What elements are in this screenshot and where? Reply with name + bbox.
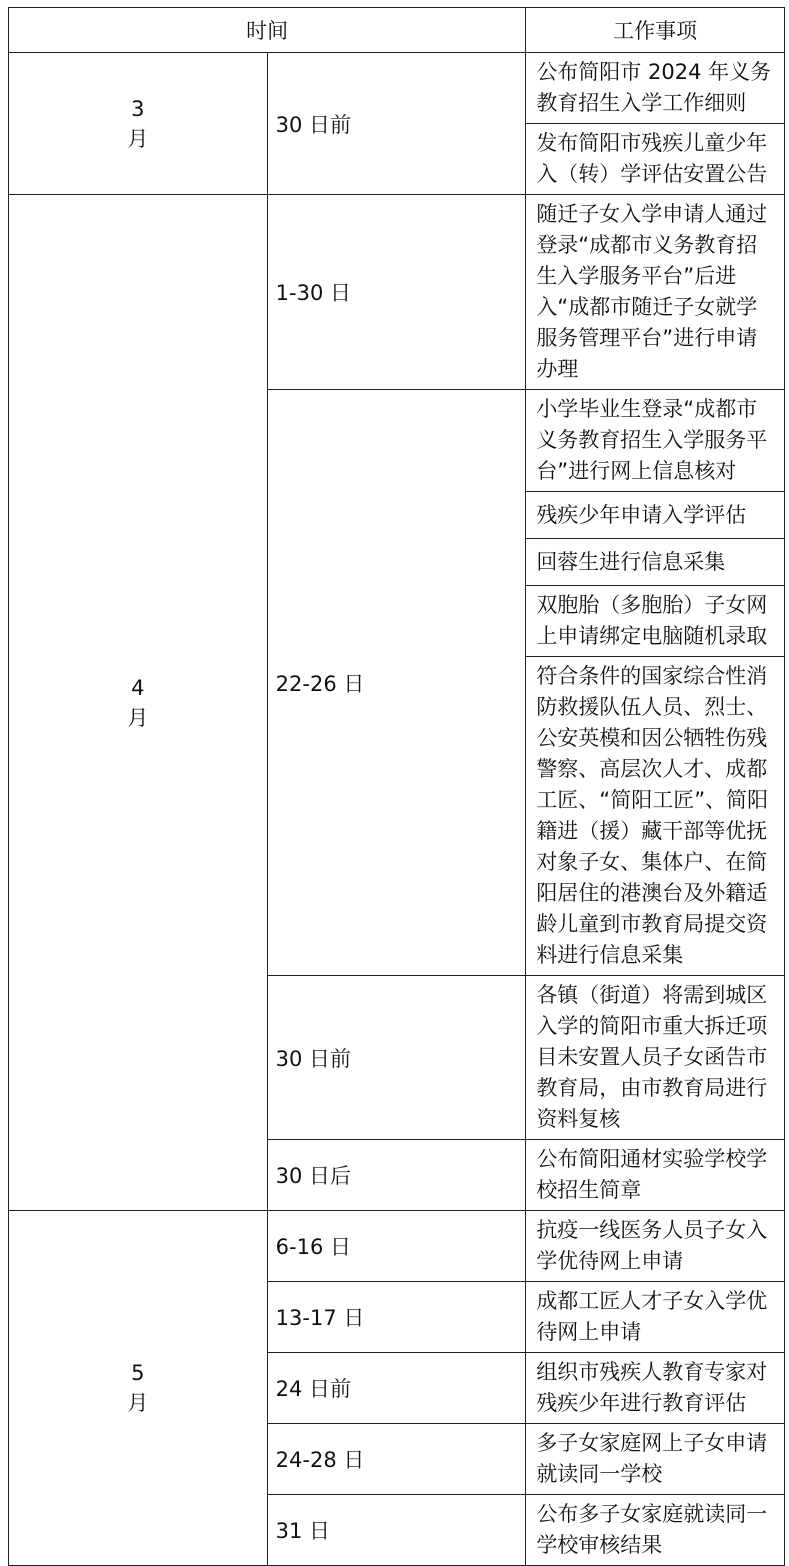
schedule-table bbox=[8, 7, 785, 1566]
task-cell: 组织市残疾人教育专家对残疾少年进行教育评估 bbox=[526, 1353, 785, 1424]
table-row bbox=[9, 195, 785, 390]
month-cell-may bbox=[9, 1211, 268, 1566]
task-cell: 公布简阳通材实验学校学校招生简章 bbox=[526, 1140, 785, 1211]
month-label: 3月 bbox=[127, 96, 149, 151]
task-cell: 抗疫一线医务人员子女入学优待网上申请 bbox=[526, 1211, 785, 1282]
month-cell-april bbox=[9, 195, 268, 1211]
day-cell: 22-26 日 bbox=[267, 390, 526, 976]
day-cell: 6-16 日 bbox=[267, 1211, 526, 1282]
day-cell: 24 日前 bbox=[267, 1353, 526, 1424]
day-cell: 30 日后 bbox=[267, 1140, 526, 1211]
task-cell: 公布简阳市 2024 年义务教育招生入学工作细则 bbox=[526, 53, 785, 124]
day-cell: 24-28 日 bbox=[267, 1424, 526, 1495]
table-row bbox=[9, 1211, 785, 1282]
day-cell: 30 日前 bbox=[267, 976, 526, 1140]
month-label: 4月 bbox=[127, 675, 149, 730]
table-row bbox=[9, 53, 785, 124]
task-cell: 成都工匠人才子女入学优待网上申请 bbox=[526, 1282, 785, 1353]
task-cell: 各镇（街道）将需到城区入学的简阳市重大拆迁项目未安置人员子女函告市教育局，由市教育局进行资料复核 bbox=[526, 976, 785, 1140]
month-label: 5月 bbox=[127, 1361, 149, 1415]
task-cell: 回蓉生进行信息采集 bbox=[526, 539, 785, 586]
task-cell: 双胞胎（多胞胎）子女网上申请绑定电脑随机录取 bbox=[526, 586, 785, 657]
task-cell: 随迁子女入学申请人通过登录“成都市义务教育招生入学服务平台”后进入“成都市随迁子女就学服务管理平台”进行申请办理 bbox=[526, 195, 785, 390]
task-cell: 公布多子女家庭就读同一学校审核结果 bbox=[526, 1495, 785, 1566]
header-row bbox=[9, 8, 785, 53]
task-cell: 发布简阳市残疾儿童少年入（转）学评估安置公告 bbox=[526, 124, 785, 195]
month-cell-march bbox=[9, 53, 268, 195]
day-cell: 30 日前 bbox=[267, 53, 526, 195]
day-cell: 31 日 bbox=[267, 1495, 526, 1566]
task-cell: 残疾少年申请入学评估 bbox=[526, 492, 785, 539]
day-cell: 1-30 日 bbox=[267, 195, 526, 390]
task-cell: 符合条件的国家综合性消防救援队伍人员、烈士、公安英模和因公牺牲伤残警察、高层次人才、成都工匠、“简阳工匠”、简阳籍进（援）藏干部等优抚对象子女、集体户、在简阳居住的港澳台及外籍适龄儿童到市教育局提交资料进行信息采集 bbox=[526, 657, 785, 976]
task-cell: 小学毕业生登录“成都市义务教育招生入学服务平台”进行网上信息核对 bbox=[526, 390, 785, 492]
day-cell: 13-17 日 bbox=[267, 1282, 526, 1353]
task-cell: 多子女家庭网上子女申请就读同一学校 bbox=[526, 1424, 785, 1495]
header-time: 时间 bbox=[9, 8, 526, 53]
header-work: 工作事项 bbox=[526, 8, 785, 53]
